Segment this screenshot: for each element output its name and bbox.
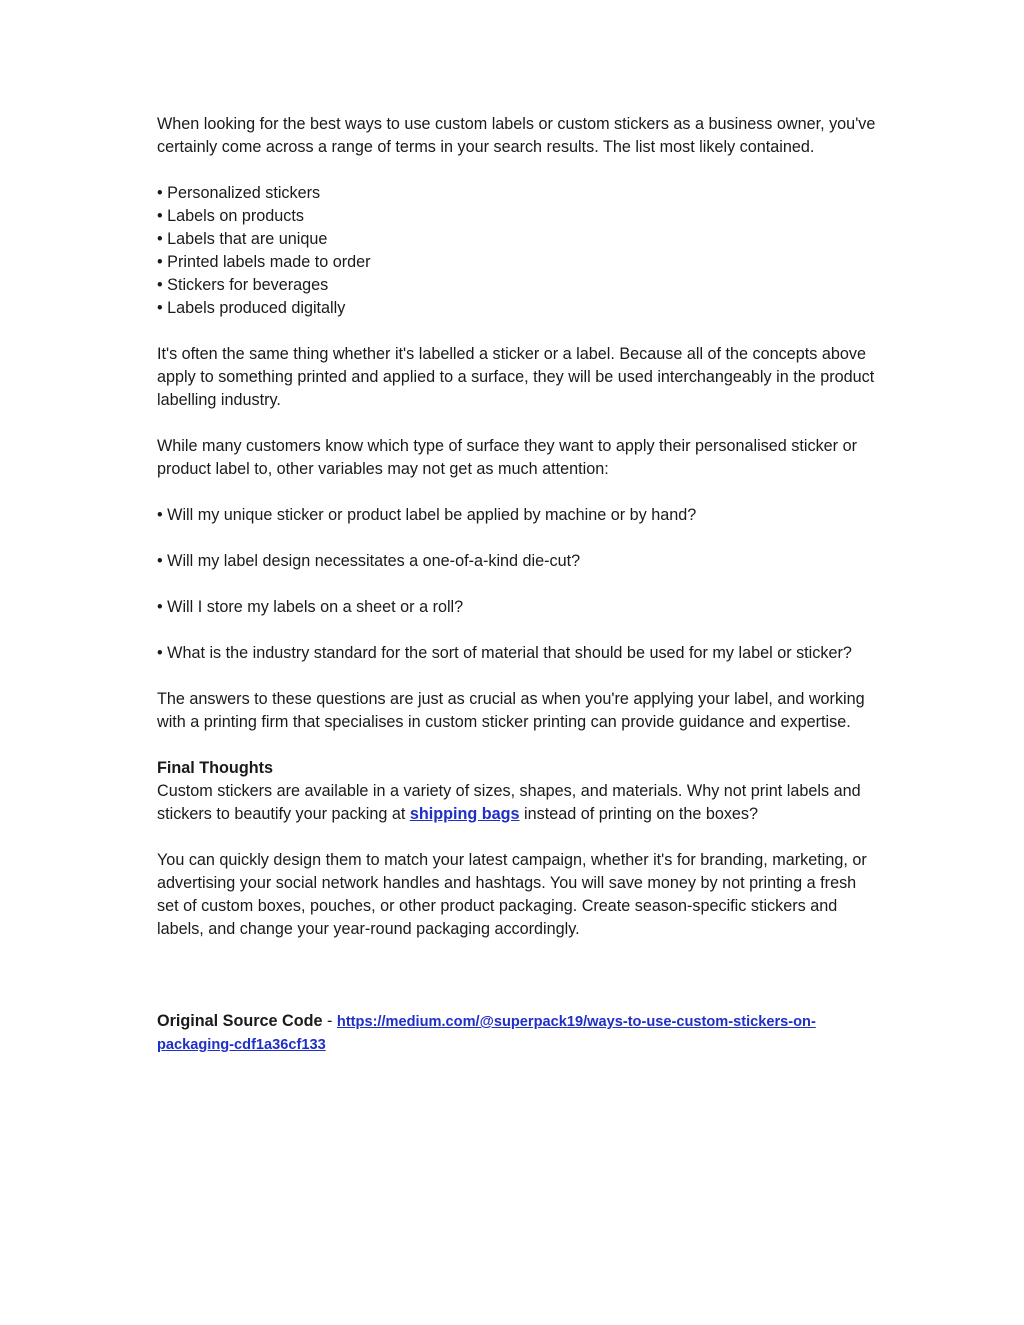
source-label: Original Source Code (157, 1012, 323, 1030)
final-thoughts-paragraph (157, 780, 877, 826)
document-body (157, 113, 877, 1056)
source-url-link[interactable]: https://medium.com/@superpack19/ways-to-use-custom-stickers-on-packaging-cdf1a36cf133 (157, 1014, 816, 1053)
intro-paragraph: When looking for the best ways to use custom labels or custom stickers as a business owner, you've certainly come across a range of terms in your search results. The list most likely contained. (157, 115, 876, 156)
term-item: • Personalized stickers (157, 184, 321, 202)
term-item: • Labels produced digitally (157, 299, 346, 317)
question-item: • What is the industry standard for the sort of material that should be used for my label or sticker? (157, 644, 852, 662)
final-text-after: instead of printing on the boxes? (519, 805, 759, 823)
question-item: • Will my label design necessitates a one-of-a-kind die-cut? (157, 552, 581, 570)
same-thing-paragraph: It's often the same thing whether it's labelled a sticker or a label. Because all of the concepts above apply to something printed and applied to a surface, they will be used interchangeably in the product labelling industry. (157, 345, 875, 409)
answers-paragraph: The answers to these questions are just as crucial as when you're applying your label, and working with a printing firm that specialises in custom sticker printing can provide guidance and expertise. (157, 690, 865, 731)
term-item: • Labels on products (157, 207, 304, 225)
term-item: • Stickers for beverages (157, 276, 329, 294)
source-line (157, 1010, 877, 1056)
design-paragraph: You can quickly design them to match your latest campaign, whether it's for branding, marketing, or advertising your social network handles and hashtags. You will save money by not printing a fresh set of custom boxes, pouches, or other product packaging. Create season-specific stickers and labels, and change your year-round packaging accordingly. (157, 851, 867, 938)
source-separator: - (322, 1012, 337, 1030)
question-item: • Will I store my labels on a sheet or a roll? (157, 598, 464, 616)
term-item: • Printed labels made to order (157, 253, 371, 271)
final-text-before: Custom stickers are available in a variety of sizes, shapes, and materials. Why not print labels and stickers to beautify your packing at (157, 782, 861, 823)
question-item: • Will my unique sticker or product label be applied by machine or by hand? (157, 506, 697, 524)
final-thoughts-heading: Final Thoughts (157, 759, 273, 777)
customers-paragraph: While many customers know which type of surface they want to apply their personalised sticker or product label to, other variables may not get as much attention: (157, 437, 857, 478)
shipping-bags-link[interactable]: shipping bags (409, 805, 520, 823)
term-item: • Labels that are unique (157, 230, 328, 248)
